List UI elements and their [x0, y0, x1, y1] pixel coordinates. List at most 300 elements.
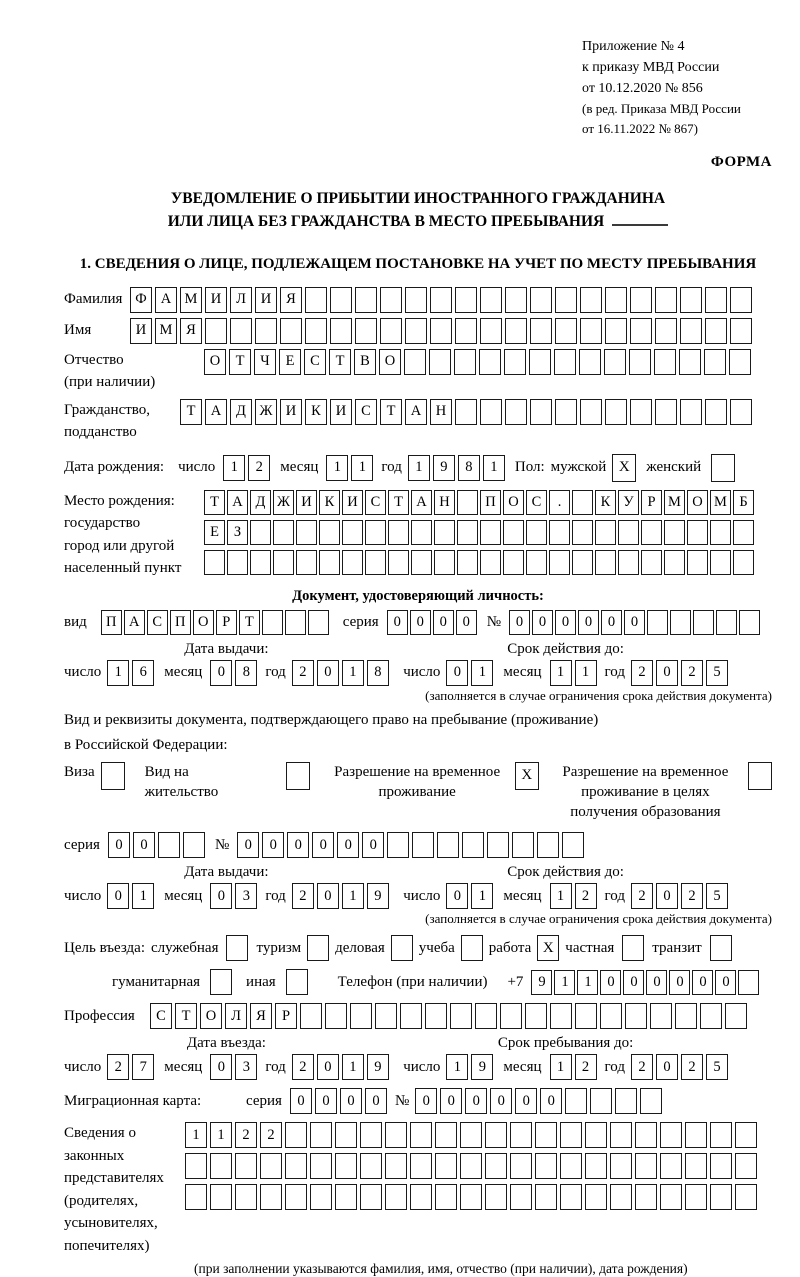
char-cell[interactable] — [300, 1003, 322, 1029]
char-cell[interactable] — [310, 1153, 332, 1179]
char-cell[interactable] — [296, 520, 317, 545]
char-cell[interactable] — [730, 287, 752, 313]
char-cell[interactable]: 0 — [210, 660, 232, 686]
char-cell[interactable]: 0 — [410, 610, 431, 635]
char-cell[interactable]: М — [664, 490, 685, 515]
char-cell[interactable] — [660, 1153, 682, 1179]
char-cell[interactable] — [437, 832, 459, 858]
char-cell[interactable] — [630, 287, 652, 313]
char-cell[interactable] — [733, 550, 754, 575]
char-cell[interactable]: И — [296, 490, 317, 515]
char-cell[interactable] — [647, 610, 668, 635]
char-cell[interactable]: 2 — [631, 1054, 653, 1080]
char-cell[interactable] — [503, 550, 524, 575]
char-cell[interactable] — [572, 490, 593, 515]
char-cell[interactable] — [549, 550, 570, 575]
char-cell[interactable] — [485, 1153, 507, 1179]
char-cell[interactable]: М — [180, 287, 202, 313]
char-cell[interactable] — [405, 318, 427, 344]
purpose-work-checkbox[interactable]: X — [537, 935, 559, 961]
char-cell[interactable]: 0 — [317, 883, 339, 909]
char-cell[interactable] — [572, 520, 593, 545]
char-cell[interactable] — [227, 550, 248, 575]
char-cell[interactable] — [480, 520, 501, 545]
char-cell[interactable] — [250, 520, 271, 545]
char-cell[interactable] — [435, 1184, 457, 1210]
char-cell[interactable] — [679, 349, 701, 375]
char-cell[interactable]: С — [147, 610, 168, 635]
char-cell[interactable] — [360, 1122, 382, 1148]
char-cell[interactable] — [705, 399, 727, 425]
char-cell[interactable]: 5 — [706, 883, 728, 909]
char-cell[interactable] — [462, 832, 484, 858]
char-cell[interactable]: О — [193, 610, 214, 635]
char-cell[interactable] — [618, 550, 639, 575]
char-cell[interactable] — [610, 1184, 632, 1210]
char-cell[interactable]: 0 — [365, 1088, 387, 1114]
char-cell[interactable]: 2 — [292, 660, 314, 686]
char-cell[interactable] — [641, 520, 662, 545]
char-cell[interactable]: О — [687, 490, 708, 515]
char-cell[interactable] — [575, 1003, 597, 1029]
char-cell[interactable]: В — [354, 349, 376, 375]
char-cell[interactable] — [635, 1153, 657, 1179]
char-cell[interactable] — [457, 490, 478, 515]
char-cell[interactable]: 0 — [237, 832, 259, 858]
char-cell[interactable] — [485, 1122, 507, 1148]
char-cell[interactable] — [455, 399, 477, 425]
char-cell[interactable] — [454, 349, 476, 375]
char-cell[interactable] — [411, 550, 432, 575]
char-cell[interactable] — [579, 349, 601, 375]
char-cell[interactable] — [595, 550, 616, 575]
char-cell[interactable] — [680, 287, 702, 313]
char-cell[interactable]: 2 — [631, 883, 653, 909]
char-cell[interactable]: 0 — [715, 970, 736, 995]
char-cell[interactable]: Т — [380, 399, 402, 425]
char-cell[interactable]: 0 — [433, 610, 454, 635]
char-cell[interactable] — [555, 399, 577, 425]
char-cell[interactable] — [434, 520, 455, 545]
char-cell[interactable] — [404, 349, 426, 375]
char-cell[interactable] — [385, 1153, 407, 1179]
char-cell[interactable] — [260, 1184, 282, 1210]
char-cell[interactable]: 1 — [554, 970, 575, 995]
char-cell[interactable] — [605, 318, 627, 344]
purpose-business-checkbox[interactable] — [391, 935, 413, 961]
char-cell[interactable]: 9 — [367, 883, 389, 909]
char-cell[interactable]: Ж — [255, 399, 277, 425]
char-cell[interactable] — [210, 1184, 232, 1210]
char-cell[interactable]: 0 — [108, 832, 130, 858]
char-cell[interactable] — [380, 287, 402, 313]
edu-residence-checkbox[interactable] — [748, 762, 772, 790]
char-cell[interactable]: 8 — [367, 660, 389, 686]
char-cell[interactable]: П — [170, 610, 191, 635]
char-cell[interactable] — [285, 1153, 307, 1179]
char-cell[interactable]: 0 — [290, 1088, 312, 1114]
char-cell[interactable]: 0 — [624, 610, 645, 635]
char-cell[interactable]: 7 — [132, 1054, 154, 1080]
char-cell[interactable] — [660, 1122, 682, 1148]
char-cell[interactable] — [675, 1003, 697, 1029]
char-cell[interactable]: 0 — [210, 883, 232, 909]
char-cell[interactable] — [310, 1184, 332, 1210]
char-cell[interactable]: 0 — [337, 832, 359, 858]
char-cell[interactable] — [350, 1003, 372, 1029]
char-cell[interactable] — [505, 318, 527, 344]
purpose-other-checkbox[interactable] — [286, 969, 308, 995]
char-cell[interactable]: П — [101, 610, 122, 635]
char-cell[interactable]: К — [305, 399, 327, 425]
char-cell[interactable] — [730, 318, 752, 344]
char-cell[interactable]: Е — [204, 520, 225, 545]
char-cell[interactable]: Т — [239, 610, 260, 635]
char-cell[interactable] — [537, 832, 559, 858]
char-cell[interactable]: Т — [180, 399, 202, 425]
char-cell[interactable]: 1 — [408, 455, 430, 481]
char-cell[interactable]: 0 — [532, 610, 553, 635]
char-cell[interactable]: 0 — [440, 1088, 462, 1114]
char-cell[interactable] — [685, 1153, 707, 1179]
char-cell[interactable]: 1 — [471, 883, 493, 909]
char-cell[interactable] — [260, 1153, 282, 1179]
char-cell[interactable]: 0 — [387, 610, 408, 635]
char-cell[interactable] — [285, 610, 306, 635]
char-cell[interactable]: О — [379, 349, 401, 375]
char-cell[interactable] — [560, 1184, 582, 1210]
char-cell[interactable]: 0 — [555, 610, 576, 635]
char-cell[interactable] — [285, 1122, 307, 1148]
visa-checkbox[interactable] — [101, 762, 125, 790]
char-cell[interactable] — [385, 1184, 407, 1210]
char-cell[interactable] — [529, 349, 551, 375]
char-cell[interactable] — [625, 1003, 647, 1029]
char-cell[interactable] — [530, 287, 552, 313]
char-cell[interactable]: 2 — [292, 883, 314, 909]
char-cell[interactable]: 2 — [681, 660, 703, 686]
char-cell[interactable] — [655, 287, 677, 313]
char-cell[interactable]: Я — [280, 287, 302, 313]
char-cell[interactable]: 0 — [600, 970, 621, 995]
char-cell[interactable]: 0 — [287, 832, 309, 858]
char-cell[interactable] — [655, 318, 677, 344]
char-cell[interactable] — [235, 1184, 257, 1210]
char-cell[interactable] — [738, 970, 759, 995]
char-cell[interactable] — [664, 550, 685, 575]
char-cell[interactable] — [710, 1184, 732, 1210]
char-cell[interactable] — [654, 349, 676, 375]
char-cell[interactable] — [385, 1122, 407, 1148]
char-cell[interactable] — [305, 318, 327, 344]
char-cell[interactable]: 1 — [210, 1122, 232, 1148]
char-cell[interactable]: О — [200, 1003, 222, 1029]
char-cell[interactable]: 9 — [433, 455, 455, 481]
char-cell[interactable]: 2 — [235, 1122, 257, 1148]
char-cell[interactable] — [425, 1003, 447, 1029]
char-cell[interactable]: Ж — [273, 490, 294, 515]
char-cell[interactable] — [480, 399, 502, 425]
char-cell[interactable] — [555, 287, 577, 313]
char-cell[interactable] — [319, 520, 340, 545]
char-cell[interactable]: 0 — [362, 832, 384, 858]
char-cell[interactable] — [400, 1003, 422, 1029]
char-cell[interactable]: Р — [275, 1003, 297, 1029]
char-cell[interactable]: Р — [641, 490, 662, 515]
char-cell[interactable] — [319, 550, 340, 575]
char-cell[interactable] — [475, 1003, 497, 1029]
char-cell[interactable] — [526, 550, 547, 575]
purpose-tourism-checkbox[interactable] — [307, 935, 329, 961]
char-cell[interactable]: А — [124, 610, 145, 635]
char-cell[interactable] — [480, 550, 501, 575]
char-cell[interactable] — [460, 1153, 482, 1179]
char-cell[interactable]: Р — [216, 610, 237, 635]
char-cell[interactable]: Ф — [130, 287, 152, 313]
char-cell[interactable] — [700, 1003, 722, 1029]
char-cell[interactable] — [635, 1184, 657, 1210]
char-cell[interactable] — [460, 1122, 482, 1148]
char-cell[interactable] — [205, 318, 227, 344]
char-cell[interactable]: 0 — [107, 883, 129, 909]
char-cell[interactable]: 1 — [471, 660, 493, 686]
char-cell[interactable] — [595, 520, 616, 545]
char-cell[interactable] — [335, 1122, 357, 1148]
char-cell[interactable] — [365, 550, 386, 575]
char-cell[interactable] — [380, 318, 402, 344]
char-cell[interactable]: О — [204, 349, 226, 375]
char-cell[interactable] — [230, 318, 252, 344]
char-cell[interactable] — [512, 832, 534, 858]
char-cell[interactable]: А — [227, 490, 248, 515]
char-cell[interactable] — [455, 318, 477, 344]
char-cell[interactable] — [479, 349, 501, 375]
char-cell[interactable] — [693, 610, 714, 635]
char-cell[interactable]: 5 — [706, 660, 728, 686]
char-cell[interactable]: 3 — [235, 1054, 257, 1080]
char-cell[interactable] — [735, 1153, 757, 1179]
char-cell[interactable] — [158, 832, 180, 858]
char-cell[interactable]: 0 — [415, 1088, 437, 1114]
char-cell[interactable]: 1 — [575, 660, 597, 686]
char-cell[interactable] — [325, 1003, 347, 1029]
char-cell[interactable] — [500, 1003, 522, 1029]
char-cell[interactable] — [296, 550, 317, 575]
char-cell[interactable] — [710, 1153, 732, 1179]
char-cell[interactable] — [335, 1184, 357, 1210]
char-cell[interactable] — [405, 287, 427, 313]
sex-female-checkbox[interactable] — [711, 454, 735, 482]
char-cell[interactable]: 1 — [577, 970, 598, 995]
char-cell[interactable] — [560, 1122, 582, 1148]
char-cell[interactable] — [549, 520, 570, 545]
char-cell[interactable] — [610, 1153, 632, 1179]
char-cell[interactable] — [342, 520, 363, 545]
char-cell[interactable] — [680, 318, 702, 344]
char-cell[interactable]: З — [227, 520, 248, 545]
char-cell[interactable]: П — [480, 490, 501, 515]
char-cell[interactable] — [330, 287, 352, 313]
char-cell[interactable]: 2 — [107, 1054, 129, 1080]
char-cell[interactable]: Я — [250, 1003, 272, 1029]
char-cell[interactable]: 0 — [656, 1054, 678, 1080]
char-cell[interactable] — [503, 520, 524, 545]
char-cell[interactable]: 0 — [623, 970, 644, 995]
char-cell[interactable]: С — [150, 1003, 172, 1029]
char-cell[interactable]: 1 — [223, 455, 245, 481]
char-cell[interactable] — [450, 1003, 472, 1029]
purpose-transit-checkbox[interactable] — [710, 935, 732, 961]
char-cell[interactable] — [729, 349, 751, 375]
char-cell[interactable]: 0 — [540, 1088, 562, 1114]
char-cell[interactable]: 0 — [669, 970, 690, 995]
char-cell[interactable] — [605, 399, 627, 425]
purpose-private-checkbox[interactable] — [622, 935, 644, 961]
char-cell[interactable] — [273, 550, 294, 575]
char-cell[interactable] — [330, 318, 352, 344]
char-cell[interactable] — [710, 550, 731, 575]
char-cell[interactable]: 0 — [133, 832, 155, 858]
char-cell[interactable]: 0 — [456, 610, 477, 635]
char-cell[interactable] — [305, 287, 327, 313]
char-cell[interactable] — [650, 1003, 672, 1029]
char-cell[interactable]: Т — [388, 490, 409, 515]
char-cell[interactable] — [739, 610, 760, 635]
char-cell[interactable] — [535, 1122, 557, 1148]
char-cell[interactable]: 0 — [656, 883, 678, 909]
char-cell[interactable]: 1 — [107, 660, 129, 686]
char-cell[interactable] — [435, 1153, 457, 1179]
char-cell[interactable] — [360, 1184, 382, 1210]
char-cell[interactable] — [585, 1184, 607, 1210]
char-cell[interactable]: 0 — [578, 610, 599, 635]
char-cell[interactable]: К — [319, 490, 340, 515]
char-cell[interactable] — [412, 832, 434, 858]
char-cell[interactable] — [355, 287, 377, 313]
char-cell[interactable] — [365, 520, 386, 545]
char-cell[interactable] — [605, 287, 627, 313]
char-cell[interactable]: 1 — [550, 660, 572, 686]
char-cell[interactable]: О — [503, 490, 524, 515]
char-cell[interactable]: 0 — [210, 1054, 232, 1080]
char-cell[interactable] — [550, 1003, 572, 1029]
char-cell[interactable]: Т — [329, 349, 351, 375]
char-cell[interactable] — [710, 1122, 732, 1148]
char-cell[interactable]: 2 — [681, 883, 703, 909]
char-cell[interactable]: Л — [230, 287, 252, 313]
char-cell[interactable] — [685, 1184, 707, 1210]
char-cell[interactable] — [685, 1122, 707, 1148]
purpose-humanitarian-checkbox[interactable] — [210, 969, 232, 995]
char-cell[interactable]: И — [255, 287, 277, 313]
char-cell[interactable] — [185, 1153, 207, 1179]
char-cell[interactable]: 0 — [312, 832, 334, 858]
char-cell[interactable]: 2 — [631, 660, 653, 686]
char-cell[interactable]: С — [365, 490, 386, 515]
char-cell[interactable]: 9 — [367, 1054, 389, 1080]
char-cell[interactable]: Б — [733, 490, 754, 515]
char-cell[interactable]: К — [595, 490, 616, 515]
char-cell[interactable] — [411, 520, 432, 545]
char-cell[interactable]: 2 — [248, 455, 270, 481]
char-cell[interactable]: Е — [279, 349, 301, 375]
char-cell[interactable] — [565, 1088, 587, 1114]
char-cell[interactable] — [387, 832, 409, 858]
char-cell[interactable]: С — [526, 490, 547, 515]
char-cell[interactable]: М — [155, 318, 177, 344]
char-cell[interactable] — [510, 1153, 532, 1179]
char-cell[interactable] — [580, 399, 602, 425]
char-cell[interactable]: 9 — [471, 1054, 493, 1080]
char-cell[interactable]: 8 — [235, 660, 257, 686]
char-cell[interactable] — [600, 1003, 622, 1029]
char-cell[interactable] — [655, 399, 677, 425]
char-cell[interactable]: 0 — [490, 1088, 512, 1114]
char-cell[interactable]: 1 — [351, 455, 373, 481]
char-cell[interactable]: 1 — [326, 455, 348, 481]
char-cell[interactable]: . — [549, 490, 570, 515]
char-cell[interactable] — [460, 1184, 482, 1210]
char-cell[interactable]: 2 — [681, 1054, 703, 1080]
char-cell[interactable] — [273, 520, 294, 545]
char-cell[interactable] — [429, 349, 451, 375]
char-cell[interactable] — [204, 550, 225, 575]
char-cell[interactable] — [670, 610, 691, 635]
char-cell[interactable] — [480, 287, 502, 313]
char-cell[interactable]: И — [130, 318, 152, 344]
char-cell[interactable] — [487, 832, 509, 858]
char-cell[interactable] — [526, 520, 547, 545]
char-cell[interactable]: 0 — [692, 970, 713, 995]
char-cell[interactable]: 0 — [601, 610, 622, 635]
char-cell[interactable]: 0 — [656, 660, 678, 686]
char-cell[interactable]: С — [304, 349, 326, 375]
char-cell[interactable] — [530, 399, 552, 425]
char-cell[interactable] — [580, 287, 602, 313]
char-cell[interactable] — [235, 1153, 257, 1179]
char-cell[interactable]: 8 — [458, 455, 480, 481]
char-cell[interactable] — [308, 610, 329, 635]
char-cell[interactable]: И — [205, 287, 227, 313]
char-cell[interactable] — [704, 349, 726, 375]
char-cell[interactable]: Н — [430, 399, 452, 425]
char-cell[interactable]: 0 — [465, 1088, 487, 1114]
char-cell[interactable] — [535, 1153, 557, 1179]
char-cell[interactable] — [505, 399, 527, 425]
char-cell[interactable] — [629, 349, 651, 375]
char-cell[interactable]: 0 — [262, 832, 284, 858]
char-cell[interactable] — [510, 1122, 532, 1148]
char-cell[interactable]: А — [205, 399, 227, 425]
char-cell[interactable] — [430, 287, 452, 313]
char-cell[interactable] — [725, 1003, 747, 1029]
char-cell[interactable] — [560, 1153, 582, 1179]
char-cell[interactable]: 1 — [550, 1054, 572, 1080]
char-cell[interactable] — [610, 1122, 632, 1148]
char-cell[interactable] — [262, 610, 283, 635]
char-cell[interactable] — [504, 349, 526, 375]
char-cell[interactable] — [335, 1153, 357, 1179]
char-cell[interactable] — [310, 1122, 332, 1148]
char-cell[interactable]: 1 — [132, 883, 154, 909]
char-cell[interactable] — [554, 349, 576, 375]
char-cell[interactable] — [730, 399, 752, 425]
char-cell[interactable]: 1 — [342, 883, 364, 909]
char-cell[interactable] — [585, 1122, 607, 1148]
char-cell[interactable]: Т — [229, 349, 251, 375]
char-cell[interactable] — [590, 1088, 612, 1114]
char-cell[interactable] — [435, 1122, 457, 1148]
